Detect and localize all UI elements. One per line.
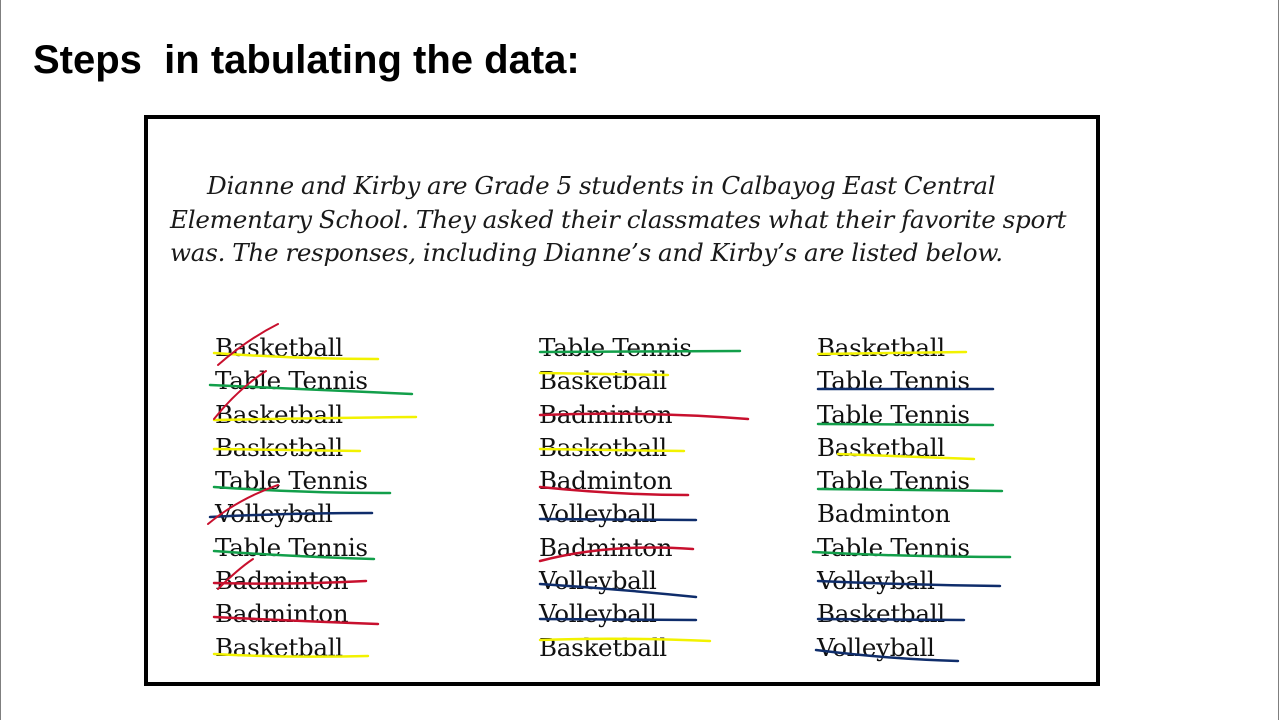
- response-item: Volleyball: [539, 499, 657, 529]
- response-item: Table Tennis: [817, 532, 970, 562]
- response-item: Badminton: [539, 466, 673, 496]
- problem-paragraph: Dianne and Kirby are Grade 5 students in Calbayog East Central Elementary School. They asked their classmates what their favorite sport was. The responses, including Dianne’s and Kirby’s are listed below.: [170, 171, 1067, 267]
- response-item: Basketball: [817, 599, 945, 629]
- response-item: Volleyball: [539, 566, 657, 596]
- response-item: Volleyball: [817, 632, 935, 662]
- response-item: Basketball: [817, 432, 945, 462]
- response-item: Table Tennis: [215, 532, 368, 562]
- response-item: Volleyball: [215, 499, 333, 529]
- response-item: Volleyball: [539, 599, 657, 629]
- response-column-3: [817, 331, 970, 664]
- response-item: Table Tennis: [215, 366, 368, 396]
- response-item: Badminton: [215, 566, 349, 596]
- response-item: Badminton: [215, 599, 349, 629]
- response-column-2: [539, 331, 692, 664]
- response-item: Volleyball: [817, 566, 935, 596]
- document-image: [144, 115, 1100, 686]
- response-item: Table Tennis: [817, 466, 970, 496]
- response-item: Basketball: [817, 333, 945, 362]
- response-item: Basketball: [215, 333, 343, 362]
- slide-title: Steps in tabulating the data:: [33, 38, 580, 82]
- response-item: Basketball: [539, 632, 667, 662]
- response-item: Table Tennis: [817, 399, 970, 429]
- response-item: Badminton: [539, 399, 673, 429]
- response-item: Badminton: [539, 532, 673, 562]
- response-column-1: [215, 331, 368, 664]
- response-item: Basketball: [215, 432, 343, 462]
- response-item: Table Tennis: [215, 466, 368, 496]
- response-item: Table Tennis: [817, 366, 970, 396]
- response-item: Table Tennis: [539, 333, 692, 362]
- response-item: Basketball: [539, 366, 667, 396]
- response-item: Basketball: [539, 432, 667, 462]
- response-item: Basketball: [215, 632, 343, 662]
- response-item: Basketball: [215, 399, 343, 429]
- response-item: Badminton: [817, 499, 951, 529]
